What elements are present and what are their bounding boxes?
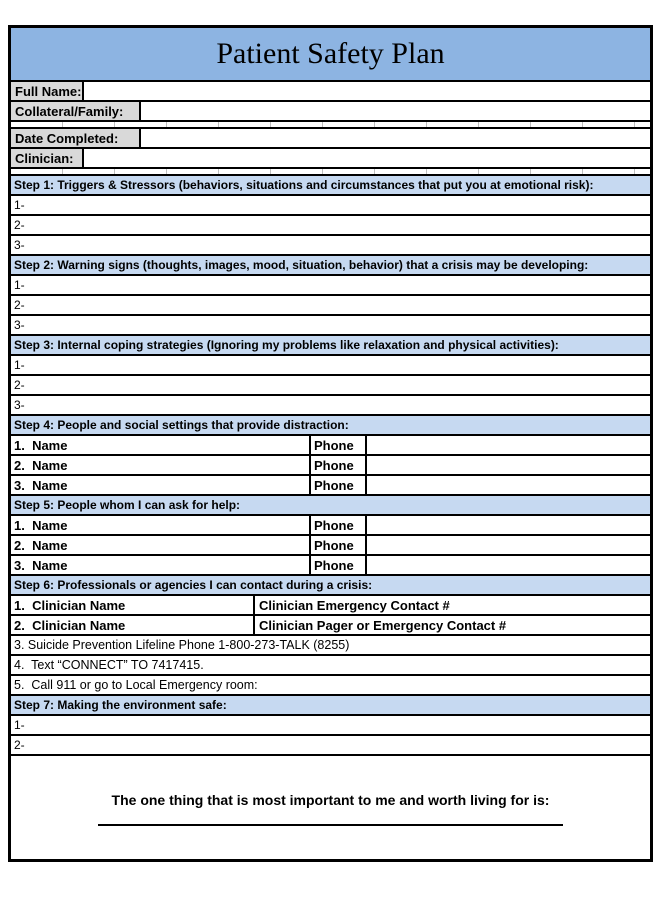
step4-name-2-input[interactable] [11,456,311,474]
step1-line-2-input[interactable] [11,214,650,234]
step5-phone-2-input[interactable] [367,536,650,554]
step6-clinician-name-2-input[interactable] [11,616,255,634]
line-number: 2- [14,298,25,312]
step5-name-2-input[interactable] [11,536,311,554]
line-number: 3- [14,398,25,412]
step5-contact-row-1 [11,514,650,534]
footer-prompt: The one thing that is most important to me and worth living for is: [111,792,550,808]
field-row-full-name [11,80,650,100]
date-completed-label: Date Completed: [11,129,141,147]
step2-header: Step 2: Warning signs (thoughts, images, mood, situation, behavior) that a crisis may be developing: [11,254,650,274]
call-911-text: 5. Call 911 or go to Local Emergency room: [14,678,258,692]
line-number: 1- [14,718,25,732]
patient-safety-plan-form [8,25,653,862]
step3-header: Step 3: Internal coping strategies (Ignoring my problems like relaxation and physical activities): [11,334,650,354]
step5-header: Step 5: People whom I can ask for help: [11,494,650,514]
phone-label: Phone [311,476,367,494]
phone-label: Phone [311,556,367,574]
full-name-input[interactable] [84,82,650,100]
step5-contact-row-3 [11,554,650,574]
step5-phone-3-input[interactable] [367,556,650,574]
phone-label: Phone [311,456,367,474]
collateral-family-label: Collateral/Family: [11,102,141,120]
name-label: 1. Name [14,437,68,453]
clinician-name-label: 2. Clinician Name [14,617,126,633]
step5-name-1-input[interactable] [11,516,311,534]
name-label: 3. Name [14,477,68,493]
step4-name-1-input[interactable] [11,436,311,454]
step4-contact-row-2 [11,454,650,474]
line-number: 2- [14,218,25,232]
step6-clinician-row-1 [11,594,650,614]
name-label: 3. Name [14,557,68,573]
step6-clinician-name-1-input[interactable] [11,596,255,614]
footer-answer-line[interactable] [98,824,563,826]
name-label: 1. Name [14,517,68,533]
step4-header: Step 4: People and social settings that provide distraction: [11,414,650,434]
clinician-label: Clinician: [11,149,84,167]
field-row-date-completed [11,127,650,147]
line-number: 2- [14,738,25,752]
clinician-input[interactable] [84,149,650,167]
step6-header: Step 6: Professionals or agencies I can contact during a crisis: [11,574,650,594]
gridline-spacer [11,120,650,127]
step4-phone-3-input[interactable] [367,476,650,494]
step6-emergency-contact-2-input[interactable] [255,616,650,634]
step4-phone-1-input[interactable] [367,436,650,454]
step5-name-3-input[interactable] [11,556,311,574]
phone-label: Phone [311,536,367,554]
step7-line-2-input[interactable] [11,734,650,754]
step2-line-3-input[interactable] [11,314,650,334]
step5-phone-1-input[interactable] [367,516,650,534]
line-number: 3- [14,238,25,252]
step6-call-911-row [11,674,650,694]
step2-line-2-input[interactable] [11,294,650,314]
step6-emergency-contact-1-input[interactable] [255,596,650,614]
step3-line-3-input[interactable] [11,394,650,414]
step1-line-1-input[interactable] [11,194,650,214]
phone-label: Phone [311,436,367,454]
step1-line-3-input[interactable] [11,234,650,254]
step6-clinician-row-2 [11,614,650,634]
emergency-contact-label: Clinician Emergency Contact # [259,597,450,613]
field-row-clinician [11,147,650,167]
footer-section [11,754,650,859]
line-number: 3- [14,318,25,332]
line-number: 1- [14,358,25,372]
step5-contact-row-2 [11,534,650,554]
clinician-name-label: 1. Clinician Name [14,597,126,613]
step7-line-1-input[interactable] [11,714,650,734]
step2-line-1-input[interactable] [11,274,650,294]
step3-line-2-input[interactable] [11,374,650,394]
date-completed-input[interactable] [141,129,650,147]
form-title: Patient Safety Plan [11,28,650,80]
step1-header: Step 1: Triggers & Stressors (behaviors, situations and circumstances that put you at emotional risk): [11,174,650,194]
name-label: 2. Name [14,537,68,553]
step3-line-1-input[interactable] [11,354,650,374]
phone-label: Phone [311,516,367,534]
gridline-spacer [11,167,650,174]
line-number: 1- [14,198,25,212]
line-number: 1- [14,278,25,292]
step6-lifeline-row [11,634,650,654]
line-number: 2- [14,378,25,392]
pager-contact-label: Clinician Pager or Emergency Contact # [259,617,507,633]
step4-name-3-input[interactable] [11,476,311,494]
full-name-label: Full Name: [11,82,84,100]
collateral-family-input[interactable] [141,102,650,120]
step7-header: Step 7: Making the environment safe: [11,694,650,714]
lifeline-text: 3. Suicide Prevention Lifeline Phone 1-800-273-TALK (8255) [14,638,350,652]
name-label: 2. Name [14,457,68,473]
field-row-collateral [11,100,650,120]
step4-contact-row-3 [11,474,650,494]
step4-contact-row-1 [11,434,650,454]
text-connect-text: 4. Text “CONNECT” TO 7417415. [14,658,204,672]
step6-text-connect-row [11,654,650,674]
step4-phone-2-input[interactable] [367,456,650,474]
